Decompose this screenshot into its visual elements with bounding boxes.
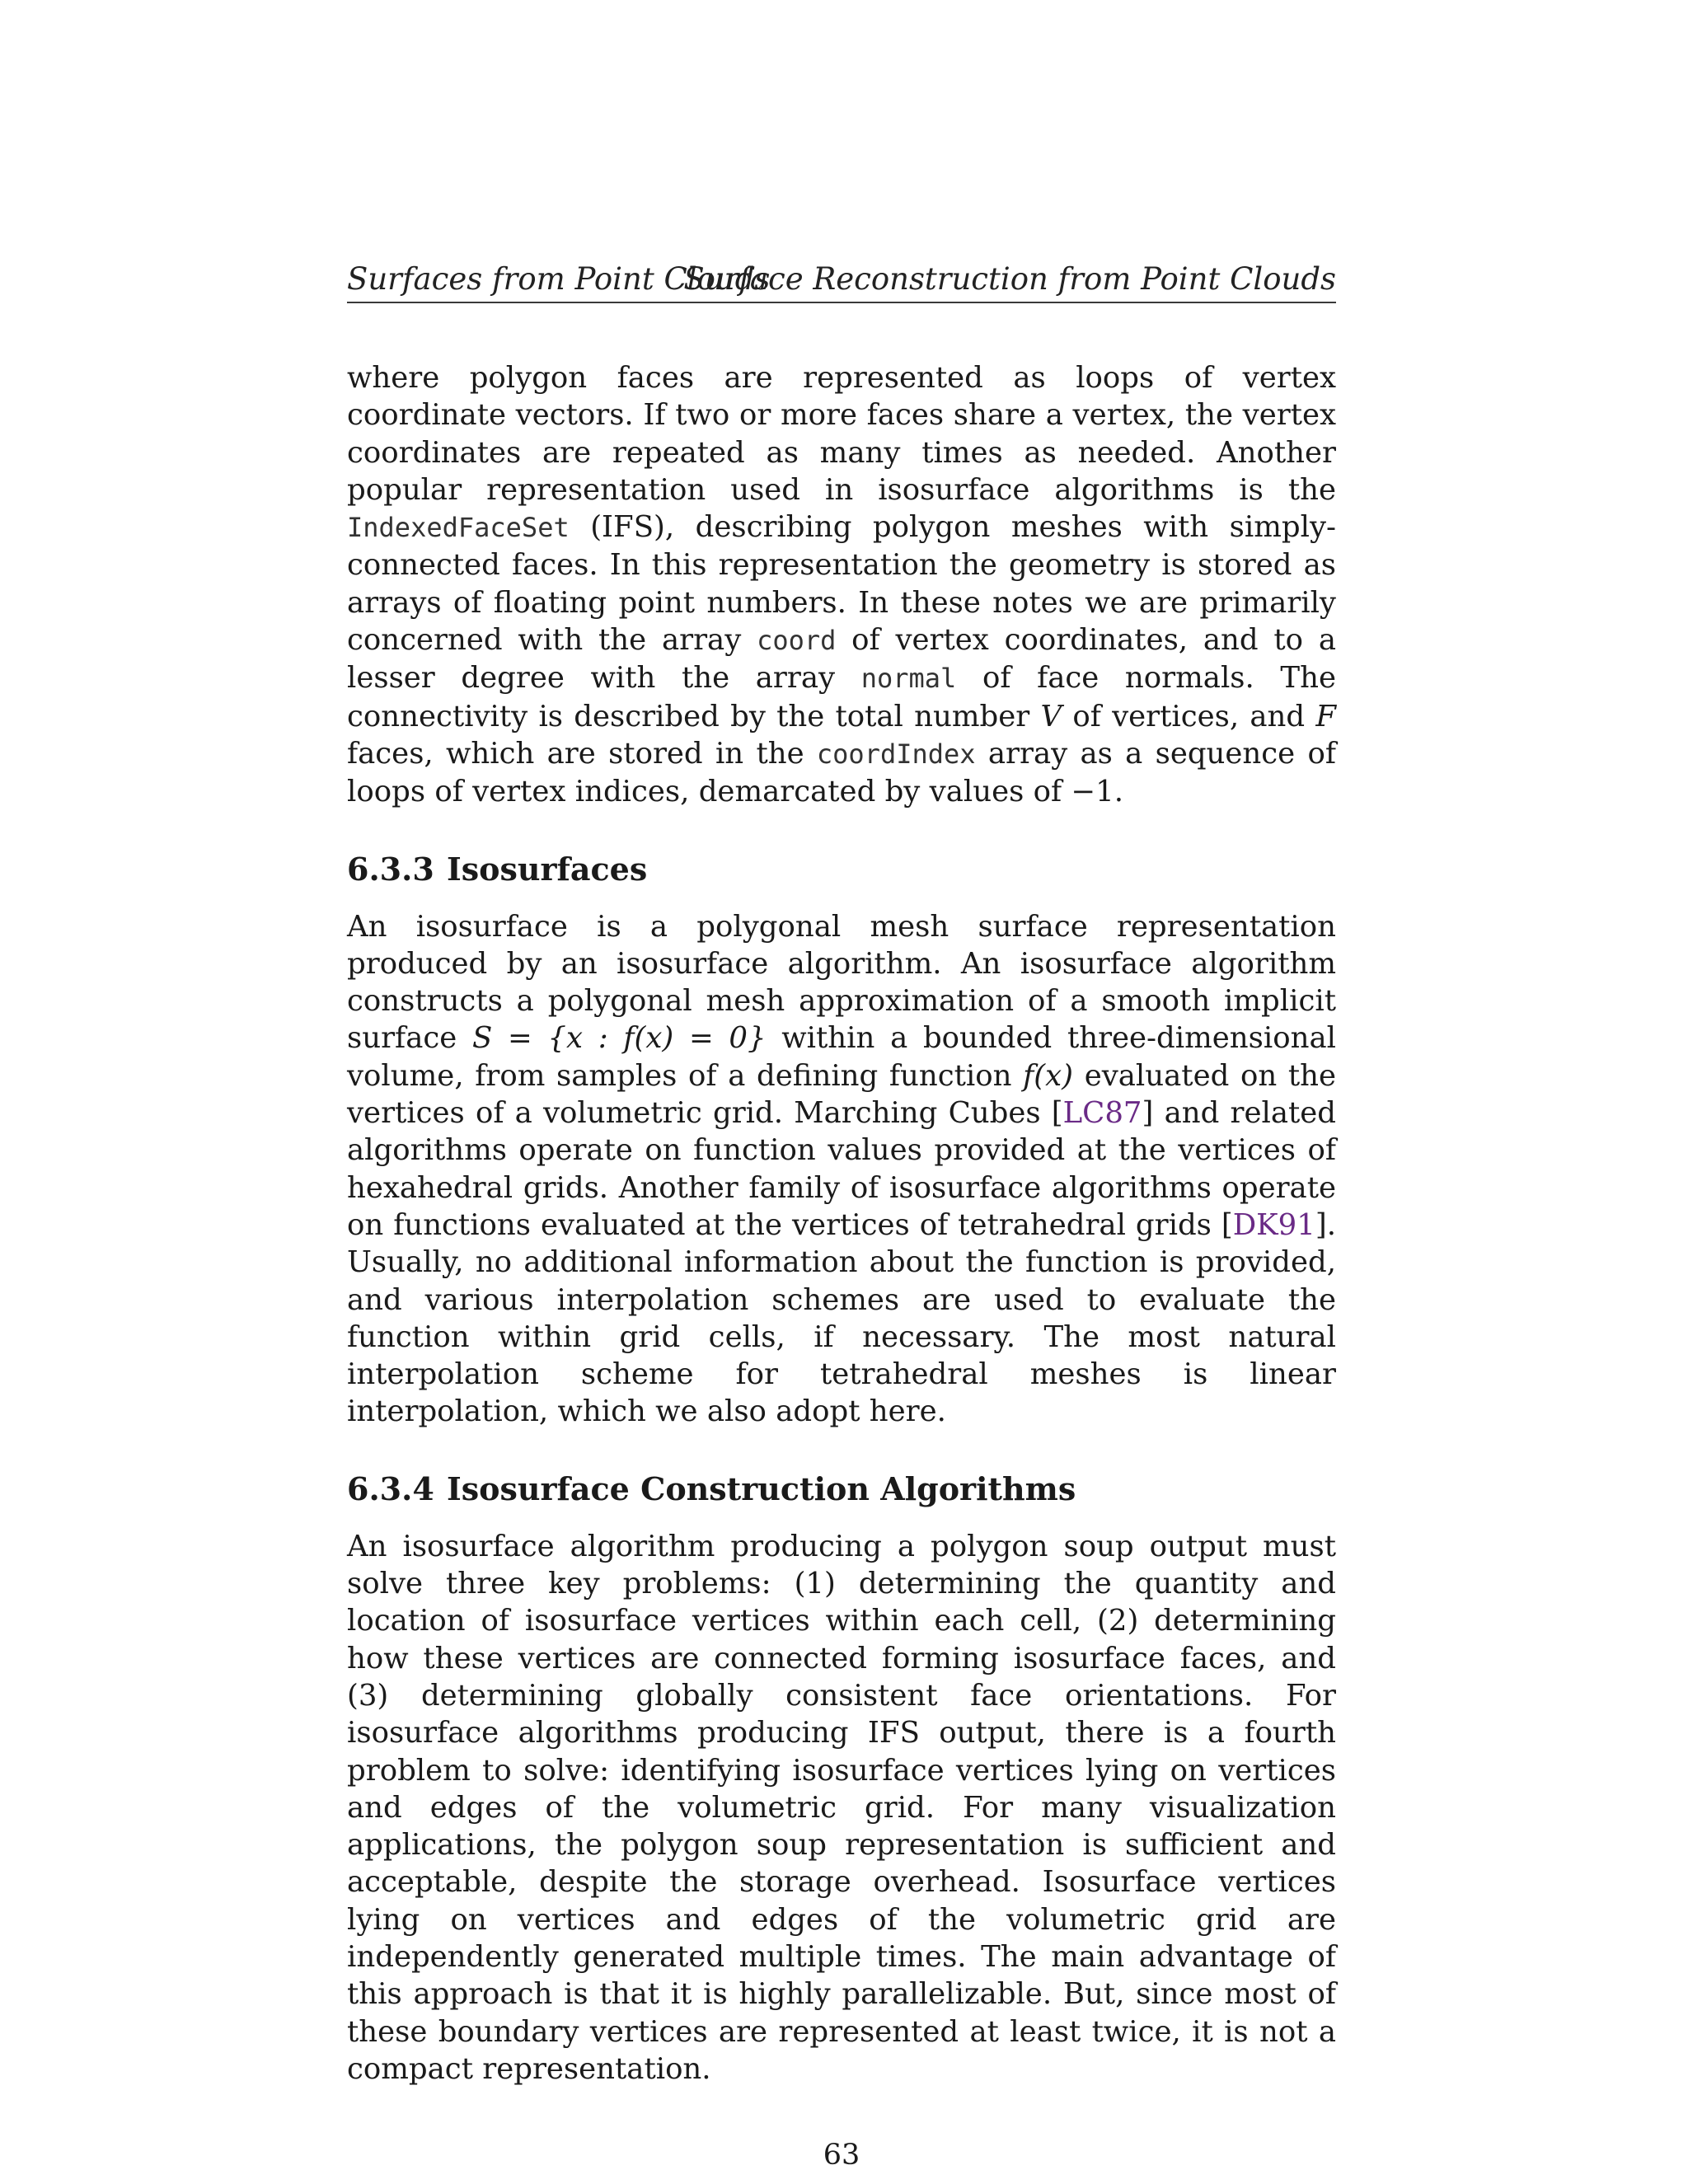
citation-link-dk91[interactable]: DK91 [1232,1207,1315,1242]
section-title: Isosurface Construction Algorithms [447,1469,1076,1507]
code-coordindex: coordIndex [816,738,976,770]
math-neg-one: −1 [1071,775,1114,809]
code-indexedfaceset: IndexedFaceSet [347,512,570,544]
math-implicit-surface: S = {x : f(x) = 0} [471,1021,767,1056]
section-heading-construction [347,1470,1336,1508]
document-page [347,247,1337,2172]
citation-link-lc87[interactable]: LC87 [1062,1096,1142,1131]
math-v: V [1040,699,1062,733]
math-f: F [1315,699,1336,733]
construction-paragraph: An isosurface algorithm producing a polygon soup output must solve three key problems: (1) determining the quantity and location of isosurface vertices within each cell, (2) determining how these vertices are connected forming isosurface faces, and (3) determining globally consistent face orientations. For isosurface algorithms producing IFS output, there is a fourth problem to solve: identifying isosurface vertices lying on vertices and edges of the volumetric grid. For many visualization applications, the polygon soup representation is sufficient and acceptable, despite the storage overhead. Isosurface vertices lying on vertices and edges of the volumetric grid are independently generated multiple times. The main advantage of this approach is that it is highly parallelizable. But, since most of these boundary vertices are represented at least twice, it is not a compact representation. [347,1529,1336,2086]
section-heading-isosurfaces [347,851,1336,888]
code-coord: coord [757,625,837,657]
page-number: 63 [823,2139,860,2172]
running-head [347,247,1336,303]
section-title: Isosurfaces [447,850,648,888]
intro-paragraph: where polygon faces are represented as loops of vertex coordinate vectors. If two or more faces share a vertex, the vertex coordinates are repeated as many times as needed. Another popular representation used in isosurface algorithms is the IndexedFaceSet (IFS), describing polygon meshes with simply-connected faces. In this representation the geometry is stored as arrays of floating point numbers. In these notes we are primarily concerned with the array coord of vertex coordinates, and to a lesser degree with the array normal of face normals. The connectivity is described by the total number V of vertices, and F faces, which are stored in the coordIndex array as a sequence of loops of vertex indices, demarcated by values of −1. [347,361,1336,809]
section-number: 6.3.3 [347,850,434,888]
running-head-chapter: Surfaces from Point Clouds [347,261,771,297]
isosurfaces-paragraph: An isosurface is a polygonal mesh surface representation produced by an isosurface algorithm. An isosurface algorithm constructs a polygonal mesh approximation of a smooth implicit surface S = {x : f(x) = 0} within a bounded three-dimensional volume, from samples of a defining function f(x) evaluated on the vertices of a volumetric grid. Marching Cubes [LC87] and related algorithms operate on function values provided at the vertices of hexahedral grids. Another family of isosurface algorithms operate on functions evaluated at the vertices of tetrahedral grids [DK91]. Usually, no additional information about the function is provided, and various interpolation schemes are used to evaluate the function within grid cells, if necessary. The most natural interpolation scheme for tetrahedral meshes is linear interpolation, which we also adopt here. [347,909,1337,1429]
code-normal: normal [860,663,957,695]
math-fx: f(x) [1023,1058,1074,1093]
section-number: 6.3.4 [347,1469,434,1507]
running-head-section: Surface Reconstruction from Point Clouds [683,261,1336,297]
